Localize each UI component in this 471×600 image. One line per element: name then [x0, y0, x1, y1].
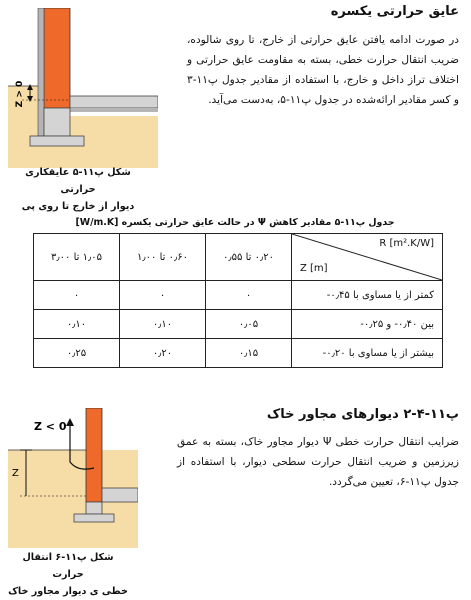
section2-paragraph: ضرایب انتقال حرارت خطی Ψ دیوار مجاور خاک، بسته به عمق زیرزمین و ضریب انتقال حرارت سطحی دیوار، با استفاده از جدول پ۱۱-۶، تعیین می‌گردد. — [177, 436, 459, 488]
table-row — [34, 281, 443, 310]
figure1-caption — [8, 164, 148, 215]
figure2-z-label: Z — [12, 468, 19, 479]
figure2-caption-line1: شکل پ۱۱-۶ انتقال حرارت — [22, 552, 114, 580]
figure2-z-lt0-label: Z < 0 — [34, 420, 67, 433]
table-row — [34, 339, 443, 368]
row-header: بین ۰٫۴۰- و ۰٫۲۵- — [292, 310, 443, 339]
column-header: ۰٫۶۰ تا ۱٫۰۰ — [120, 234, 206, 281]
table-cell: ۰ — [34, 281, 120, 310]
section-heading-continuous-insulation: عایق حرارتی یکسره — [330, 4, 459, 19]
table-caption: جدول پ۱۱-۵ مقادیر کاهش Ψ در حالت عایق حرارتی یکسره [W/m.K] — [75, 217, 395, 228]
row-header: بیشتر از یا مساوی با ۰٫۲۰- — [292, 339, 443, 368]
column-header: ۰٫۲۰ تا ۰٫۵۵ — [206, 234, 292, 281]
section1-paragraph: در صورت ادامه یافتن عایق حرارتی از خارج، تا روی شالوده، ضریب انتقال حرارت خطی، بسته به مقاومت عایق حرارتی و اختلاف تراز داخل و خارج، با استفاده از مقادیر جدول پ۱۱-۳ و کسر مقادیر ارائه‌شده در جدول پ۱۱-۵، به‌دست می‌آید. — [187, 34, 459, 106]
figure1-caption-line1: شکل پ۱۱-۵ عایقکاری حرارتی — [25, 167, 131, 195]
reduction-table — [33, 233, 443, 368]
figure1-z-label: Z > 0 — [15, 80, 25, 108]
row-header: کمتر از یا مساوی با ۰٫۴۵- — [292, 281, 443, 310]
table-row — [34, 310, 443, 339]
corner-z-label: Z [m] — [300, 263, 328, 274]
figure2-caption — [8, 549, 128, 600]
figure1-caption-line2: دیوار از خارج تا روی پی — [21, 201, 135, 212]
figure2-caption-line2: خطی ی دیوار مجاور خاک — [8, 586, 128, 597]
figure-wall-insulated-to-foundation — [8, 8, 158, 173]
table-cell: ۰٫۲۵ — [34, 339, 120, 368]
table-cell: ۰٫۲۰ — [120, 339, 206, 368]
table-cell: ۰ — [120, 281, 206, 310]
column-header: ۱٫۰۵ تا ۳٫۰۰ — [34, 234, 120, 281]
table-corner-cell — [292, 234, 443, 281]
figure-wall-adjacent-to-soil — [8, 408, 138, 548]
corner-r-label: R [m².K/W] — [379, 238, 434, 249]
table-header-row — [34, 234, 443, 281]
section-heading-soil-adjacent-walls: پ۱۱-۴-۲ دیوارهای مجاور خاک — [266, 407, 459, 422]
table-cell: ۰ — [206, 281, 292, 310]
table-cell: ۰٫۱۰ — [34, 310, 120, 339]
table-cell: ۰٫۱۵ — [206, 339, 292, 368]
table-cell: ۰٫۱۰ — [120, 310, 206, 339]
table-cell: ۰٫۰۵ — [206, 310, 292, 339]
